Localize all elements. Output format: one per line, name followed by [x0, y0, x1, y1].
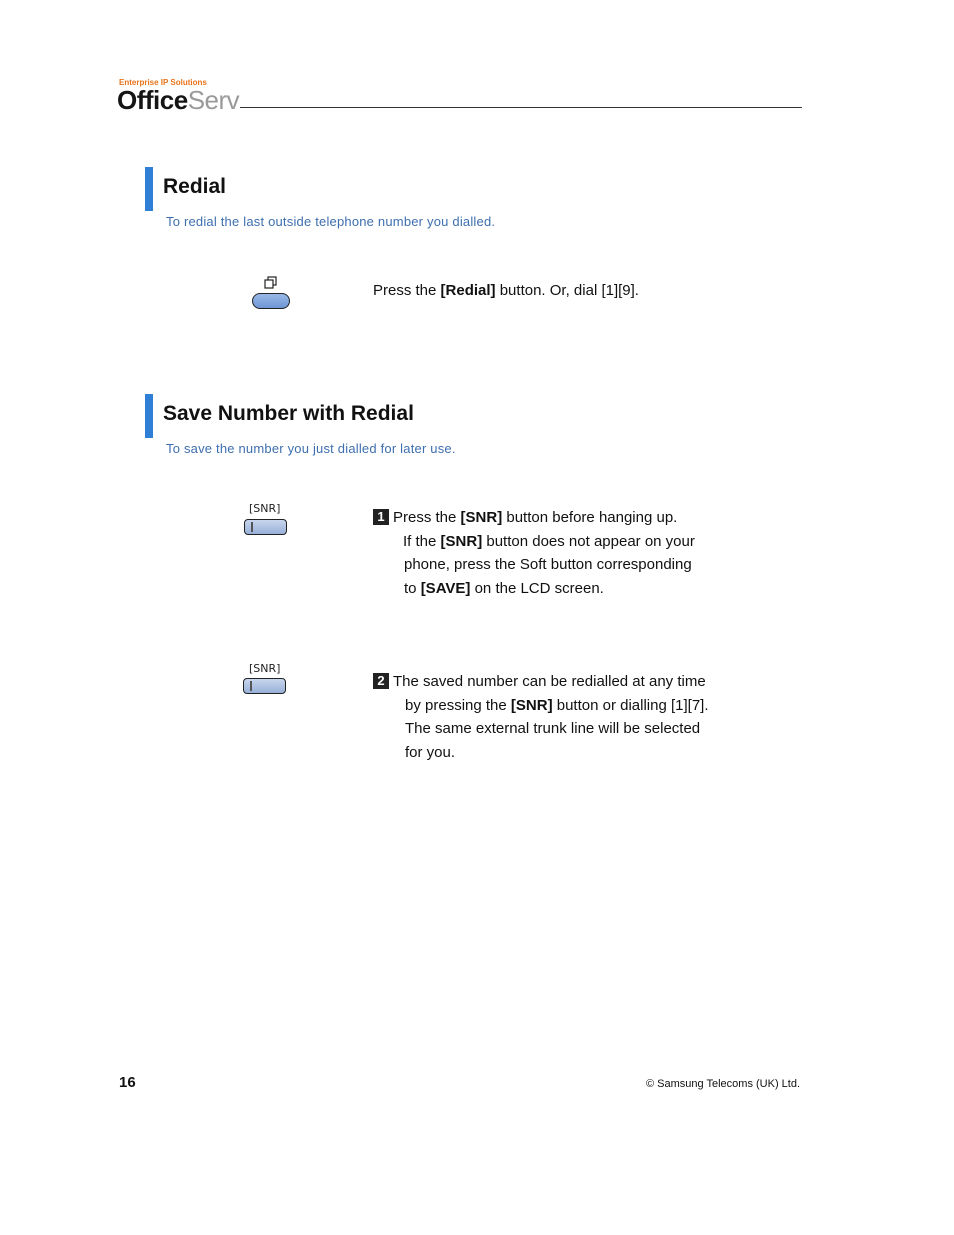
page-number: 16 [119, 1074, 136, 1091]
section-subtitle-redial: To redial the last outside telephone number you dialled. [166, 214, 496, 229]
step-line [373, 506, 695, 530]
section-title-save-number: Save Number with Redial [163, 402, 414, 425]
redial-symbol-icon [264, 276, 278, 290]
step-number-badge: 2 [373, 673, 389, 689]
step-text: on the LCD screen. [470, 579, 604, 597]
step-text: button or dialling [1][7]. [552, 696, 709, 714]
snr-led-icon [251, 522, 253, 532]
step-text: The saved number can be redialled at any time [393, 673, 706, 690]
step-line [373, 577, 695, 601]
section-accent-bar [145, 167, 153, 211]
step-1 [373, 506, 695, 600]
section-subtitle-save-number: To save the number you just dialled for later use. [166, 441, 456, 456]
snr-key-label: [SNR] [249, 502, 281, 515]
redial-key-icon [252, 293, 290, 309]
step-line [373, 717, 709, 741]
step-text: The same external trunk line will be selected [405, 720, 701, 737]
step-line [373, 553, 695, 577]
snr-key-icon [243, 678, 286, 694]
step-number-badge: 1 [373, 509, 389, 525]
instruction-text-pre: Press the [373, 282, 441, 299]
step-text: by pressing the [405, 696, 511, 714]
section-accent-bar [145, 394, 153, 438]
step-text: button does not appear on your [482, 532, 695, 550]
section-title-redial: Redial [163, 175, 227, 198]
step-bold-text: [SNR] [460, 509, 503, 526]
step-line [373, 670, 709, 694]
step-text: button before hanging up. [502, 509, 678, 526]
step-bold-text: [SNR] [510, 696, 553, 714]
officeserv-logo [117, 85, 239, 115]
step-text: If the [403, 532, 441, 550]
step-line [373, 694, 709, 718]
header-divider [240, 107, 802, 108]
step-line [373, 530, 695, 554]
step-text: phone, press the Soft button corresponding [404, 556, 692, 573]
step-bold-text: [SAVE] [420, 579, 471, 597]
instruction-text-post: button. Or, dial [1][9]. [495, 282, 639, 299]
step-text: for you. [405, 743, 456, 761]
copyright-notice: © Samsung Telecoms (UK) Ltd. [646, 1078, 801, 1090]
redial-instruction [373, 279, 639, 303]
logo-tagline: Enterprise IP Solutions [119, 78, 207, 87]
step-bold-text: [SNR] [440, 532, 483, 550]
instruction-button-name: [Redial] [440, 282, 496, 299]
logo-primary: Office [117, 85, 188, 115]
step-text: Press the [393, 509, 461, 526]
step-line [373, 741, 709, 765]
logo-secondary: Serv [187, 85, 240, 115]
snr-key-label: [SNR] [249, 662, 281, 675]
step-text: to [404, 579, 421, 597]
step-2 [373, 670, 709, 764]
snr-key-icon [244, 519, 287, 535]
snr-led-icon [250, 681, 252, 691]
